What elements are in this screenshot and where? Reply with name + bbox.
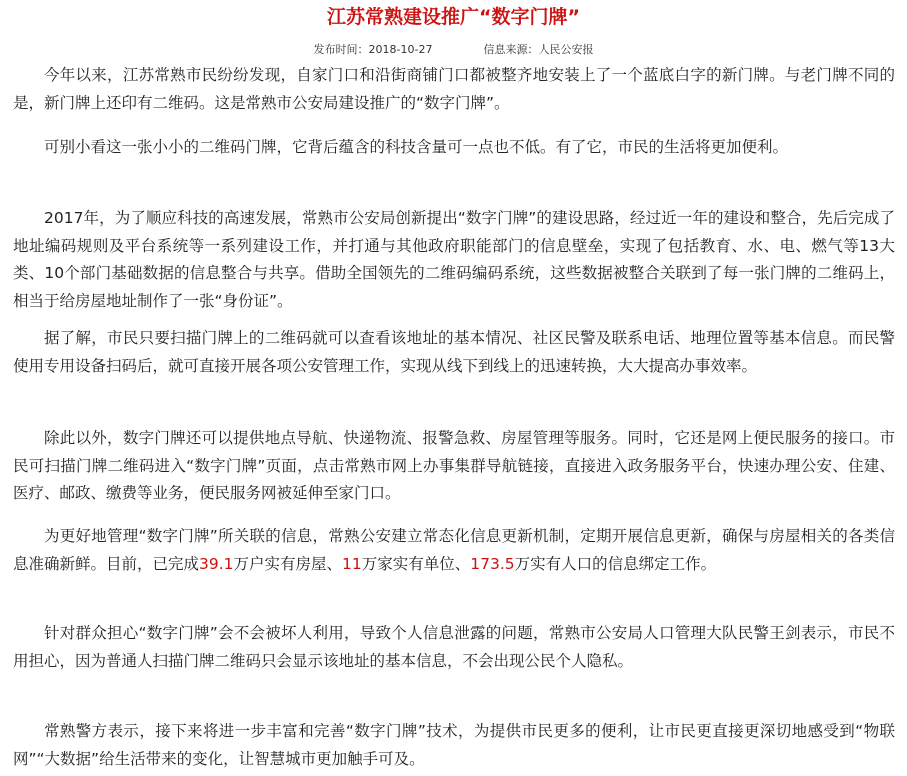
paragraph-6-text: 万实有人口的信息绑定工作。 bbox=[514, 554, 717, 573]
housing-count: 39.1 bbox=[199, 554, 234, 573]
paragraph-4: 据了解，市民只要扫描门牌上的二维码就可以查看该地址的基本情况、社区民警及联系电话、地理位置等基本信息。而民警使用专用设备扫码后，就可直接开展各项公安管理工作，实现从线下到线上的迅速转换，大大提高办事效率。 bbox=[13, 329, 895, 375]
paragraph-6-text: 万家实有单位、 bbox=[361, 554, 471, 573]
paragraph-3: 2017年，为了顺应科技的高速发展，常熟市公安局创新提出“数字门牌”的建设思路，经过近一年的建设和整合，先后完成了地址编码规则及平台系统等一系列建设工作，并打通与其他政府职能部门的信息壁垒，实现了包括教育、水、电、燃气等13大类、10个部门基础数据的信息整合与共享。借助全国领先的二维码编码系统，这些数据被整合关联到了每一张门牌的二维码上，相当于给房屋地址制作了一张“身份证”。 bbox=[13, 209, 895, 310]
article-meta bbox=[0, 43, 907, 57]
paragraph-7: 针对群众担心“数字门牌”会不会被坏人利用，导致个人信息泄露的问题，常熟市公安局人口管理大队民警王剑表示，市民不用担心，因为普通人扫描门牌二维码只会显示该地址的基本信息，不会出现公民个人隐私。 bbox=[13, 624, 895, 670]
paragraph-8: 常熟警方表示，接下来将进一步丰富和完善“数字门牌”技术，为提供市民更多的便利，让市民更直接更深切地感受到“物联网”“大数据”给生活带来的变化，让智慧城市更加触手可及。 bbox=[13, 722, 895, 768]
unit-count: 11 bbox=[342, 554, 362, 573]
population-count: 173.5 bbox=[470, 554, 515, 573]
article-title: 江苏常熟建设推广“数字门牌” bbox=[327, 6, 580, 28]
paragraph-6-text: 为更好地管理“数字门牌”所关联的信息，常熟公安建立常态化信息更新机制，定期开展信息更新，确保与房屋相关的各类信息准确新鲜。目前，已完成 bbox=[13, 527, 895, 573]
publish-time: 发布时间：2018-10-27 bbox=[313, 43, 433, 56]
paragraph-1: 今年以来，江苏常熟市民纷纷发现，自家门口和沿街商铺门口都被整齐地安装上了一个蓝底白字的新门牌。与老门牌不同的是，新门牌上还印有二维码。这是常熟市公安局建设推广的“数字门牌”。 bbox=[13, 66, 895, 112]
paragraph-5: 除此以外，数字门牌还可以提供地点导航、快递物流、报警急救、房屋管理等服务。同时，它还是网上便民服务的接口。市民可扫描门牌二维码进入“数字门牌”页面，点击常熟市网上办事集群导航链接，直接进入政务服务平台，快速办理公安、住建、医疗、邮政、缴费等业务，便民服务网被延伸至家门口。 bbox=[13, 429, 895, 502]
paragraph-2: 可别小看这一张小小的二维码门牌，它背后蕴含的科技含量可一点也不低。有了它，市民的生活将更加便利。 bbox=[44, 138, 789, 156]
paragraph-6 bbox=[13, 523, 895, 578]
article-source: 信息来源：人民公安报 bbox=[483, 43, 594, 56]
paragraph-6-text: 万户实有房屋、 bbox=[233, 554, 343, 573]
